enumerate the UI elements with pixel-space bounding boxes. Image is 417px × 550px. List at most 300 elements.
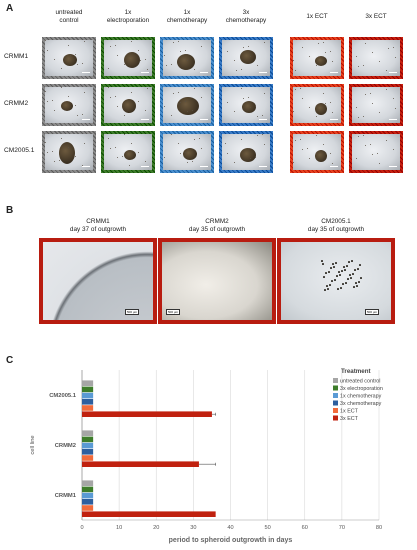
cell-debris: [257, 65, 258, 66]
outgrowth-cell: [349, 274, 351, 276]
cell-debris: [131, 92, 132, 93]
scale-bar: [389, 166, 397, 167]
legend-swatch: [333, 416, 338, 421]
outgrowth-image: [277, 238, 395, 324]
scale-bar: [330, 166, 338, 167]
cell-debris: [325, 52, 326, 53]
microscopy-image: [290, 37, 344, 79]
cell-debris: [61, 68, 62, 69]
outgrowth-cell: [339, 274, 341, 276]
outgrowth-cell: [337, 288, 339, 290]
microscopy-image: [349, 84, 403, 126]
legend-entry: 3x chemotherapy: [340, 401, 382, 407]
cell-debris: [227, 102, 228, 103]
legend-entry: 3x ECT: [340, 416, 358, 422]
scale-bar: [141, 166, 149, 167]
cell-debris: [194, 69, 195, 70]
outgrowth-cell-line: CM2005.1: [321, 218, 351, 225]
outgrowth-cell: [334, 279, 336, 281]
outgrowth-cell: [325, 272, 327, 274]
cell-debris: [59, 160, 60, 161]
bar: [82, 499, 93, 505]
cell-debris: [395, 57, 396, 58]
cell-debris: [178, 92, 179, 93]
cell-debris: [147, 88, 148, 89]
cell-debris: [302, 98, 303, 99]
outgrowth-cell: [342, 283, 344, 285]
spheroid: [177, 97, 199, 115]
cell-debris: [108, 87, 109, 88]
panel-c-bar-chart: [0, 362, 417, 550]
outgrowth-image: [158, 238, 276, 324]
spheroid: [242, 101, 256, 113]
cell-debris: [45, 91, 46, 92]
cell-debris: [61, 87, 62, 88]
outgrowth-cell: [323, 276, 325, 278]
spheroid: [315, 150, 327, 162]
outgrowth-cell: [333, 266, 335, 268]
cell-debris: [47, 101, 48, 102]
outgrowth-cell: [322, 263, 324, 265]
cell-debris: [201, 97, 202, 98]
scale-bar: [330, 119, 338, 120]
cell-debris: [295, 140, 296, 141]
cell-debris: [395, 108, 396, 109]
cell-debris: [185, 50, 186, 51]
microscopy-image: [42, 131, 96, 173]
cell-debris: [365, 94, 366, 95]
cell-debris: [110, 97, 111, 98]
legend-entry: untreated control: [340, 378, 381, 385]
cell-debris: [82, 114, 83, 115]
outgrowth-title-0: [39, 218, 157, 234]
cell-debris: [257, 116, 258, 117]
scale-bar: [389, 119, 397, 120]
spheroid: [177, 54, 195, 70]
microscopy-image: [219, 37, 273, 79]
cell-debris: [293, 162, 294, 163]
cell-debris: [295, 89, 296, 90]
cell-debris: [140, 60, 141, 61]
cell-debris: [77, 115, 78, 116]
outgrowth-cell: [332, 263, 334, 265]
scale-bar: [259, 166, 267, 167]
x-tick-label: 80: [375, 525, 383, 531]
row-label-2: CM2005.1: [4, 147, 35, 154]
cell-debris: [248, 97, 249, 98]
cell-debris: [138, 50, 139, 51]
outgrowth-cell: [350, 277, 352, 279]
cell-debris: [330, 51, 331, 52]
cell-debris: [293, 60, 294, 61]
cell-debris: [372, 154, 373, 155]
cell-debris: [234, 60, 235, 61]
outgrowth-cell: [346, 265, 348, 267]
cell-debris: [124, 134, 125, 135]
cell-debris: [323, 144, 324, 145]
cell-debris: [145, 110, 146, 111]
outgrowth-cell: [331, 280, 333, 282]
scale-bar: [259, 72, 267, 73]
cell-debris: [363, 116, 364, 117]
outgrowth-day: day 35 of outgrowth: [307, 226, 365, 233]
cell-debris: [77, 64, 78, 65]
cell-debris: [295, 70, 296, 71]
scale-bar: [200, 166, 208, 167]
bar: [82, 487, 93, 493]
x-tick-label: 0: [80, 525, 84, 531]
cell-debris: [262, 134, 263, 135]
cell-debris: [75, 105, 76, 106]
cell-debris: [84, 41, 85, 42]
outgrowth-cell-line: CRMM1: [86, 218, 110, 225]
x-tick-label: 40: [227, 525, 234, 531]
cell-debris: [47, 50, 48, 51]
cell-debris: [234, 111, 235, 112]
x-tick-label: 30: [190, 525, 197, 531]
cell-debris: [138, 152, 139, 153]
cell-debris: [171, 115, 172, 116]
scale-bar: [141, 72, 149, 73]
outgrowth-cell: [357, 268, 359, 270]
outgrowth-cell: [336, 275, 338, 277]
cell-debris: [54, 161, 55, 162]
spheroid: [124, 52, 140, 68]
scale-bar: [82, 72, 90, 73]
outgrowth-cell: [328, 271, 330, 273]
cell-debris: [293, 111, 294, 112]
outgrowth-cell: [355, 282, 357, 284]
outgrowth-cell: [341, 270, 343, 272]
microscopy-image: [219, 84, 273, 126]
spheroid: [124, 150, 136, 160]
cell-debris: [52, 100, 53, 101]
outgrowth-cell: [335, 262, 337, 264]
cell-debris: [363, 65, 364, 66]
x-tick-label: 50: [264, 525, 271, 531]
outgrowth-cell: [338, 271, 340, 273]
cell-debris: [307, 148, 308, 149]
cell-debris: [110, 148, 111, 149]
outgrowth-cell: [353, 286, 355, 288]
cell-debris: [363, 135, 364, 136]
cell-debris: [82, 63, 83, 64]
cell-debris: [332, 163, 333, 164]
microscopy-image: [101, 37, 155, 79]
cell-debris: [115, 96, 116, 97]
microscopy-image: [349, 37, 403, 79]
cell-debris: [194, 139, 195, 140]
cell-debris: [241, 88, 242, 89]
outgrowth-image: [39, 238, 157, 324]
cell-debris: [108, 68, 109, 69]
cell-debris: [309, 107, 310, 108]
legend-entry: 3x electroporation: [340, 386, 383, 392]
cell-debris: [122, 156, 123, 157]
cell-debris: [199, 138, 200, 139]
cell-debris: [173, 93, 174, 94]
legend-swatch: [333, 378, 338, 383]
cell-debris: [379, 112, 380, 113]
cell-debris: [370, 144, 371, 145]
outgrowth-cell: [327, 288, 329, 290]
cell-debris: [316, 116, 317, 117]
cell-debris: [330, 102, 331, 103]
cell-debris: [302, 47, 303, 48]
cell-debris: [386, 89, 387, 90]
cell-debris: [323, 42, 324, 43]
cell-debris: [129, 165, 130, 166]
spheroid: [122, 99, 136, 113]
cell-debris: [110, 46, 111, 47]
cell-debris: [115, 45, 116, 46]
microscopy-image: [42, 84, 96, 126]
scale-bar-label: 500 µm: [168, 310, 179, 314]
cell-debris: [225, 143, 226, 144]
legend-swatch: [333, 401, 338, 406]
microscopy-image: [219, 131, 273, 173]
bar: [82, 405, 93, 411]
cell-debris: [379, 61, 380, 62]
cell-debris: [241, 139, 242, 140]
cell-debris: [201, 148, 202, 149]
cell-debris: [393, 149, 394, 150]
microscopy-image: [290, 84, 344, 126]
cell-debris: [332, 61, 333, 62]
row-label-1: CRMM2: [4, 100, 29, 107]
cell-debris: [377, 153, 378, 154]
cell-debris: [372, 103, 373, 104]
cell-debris: [243, 98, 244, 99]
cell-debris: [61, 138, 62, 139]
microscopy-image: [101, 131, 155, 173]
bar: [82, 380, 93, 386]
outgrowth-cell: [356, 285, 358, 287]
y-axis-label: cell line: [30, 435, 36, 455]
cell-debris: [227, 51, 228, 52]
cell-debris: [300, 139, 301, 140]
cell-debris: [393, 98, 394, 99]
cell-debris: [178, 143, 179, 144]
cell-debris: [255, 157, 256, 158]
category-label: CRMM1: [54, 493, 76, 499]
cell-debris: [145, 161, 146, 162]
legend-title: Treatment: [341, 368, 371, 375]
cell-debris: [356, 158, 357, 159]
cell-debris: [302, 149, 303, 150]
legend-entry: 1x chemotherapy: [340, 393, 382, 400]
panel-label-c: C: [6, 355, 14, 366]
spheroid: [59, 142, 75, 164]
bar: [82, 480, 93, 486]
scale-bar: [82, 119, 90, 120]
cell-debris: [393, 47, 394, 48]
cell-debris: [325, 103, 326, 104]
column-header-3: 3x chemotherapy: [225, 9, 267, 24]
outgrowth-title-2: [277, 218, 395, 234]
outgrowth-cell-line: CRMM2: [205, 218, 229, 225]
cell-debris: [115, 147, 116, 148]
outgrowth-cell: [351, 260, 353, 262]
scale-bar: [200, 72, 208, 73]
outgrowth-day: day 35 of outgrowth: [188, 226, 246, 233]
category-label: CRMM2: [54, 443, 76, 449]
outgrowth-cell: [345, 282, 347, 284]
cell-debris: [356, 56, 357, 57]
cell-debris: [68, 96, 69, 97]
cell-debris: [108, 138, 109, 139]
scale-bar: [200, 119, 208, 120]
cell-debris: [84, 143, 85, 144]
microscopy-image: [349, 131, 403, 173]
x-axis-label: period to spheroid outgrowth in days: [168, 537, 293, 544]
outgrowth-cell: [354, 269, 356, 271]
spheroid: [240, 148, 256, 162]
outgrowth-cell: [358, 281, 360, 283]
bar: [82, 399, 93, 405]
cell-debris: [201, 46, 202, 47]
spheroid: [315, 103, 327, 115]
outgrowth-cell: [330, 267, 332, 269]
microscopy-image: [160, 84, 214, 126]
cell-debris: [365, 145, 366, 146]
outgrowth-cell: [340, 287, 342, 289]
bar: [82, 505, 93, 511]
cell-debris: [379, 163, 380, 164]
outgrowth-cell: [329, 284, 331, 286]
cell-debris: [316, 135, 317, 136]
scale-bar: [259, 119, 267, 120]
x-tick-label: 60: [301, 525, 308, 531]
bar: [82, 430, 93, 436]
outgrowth-cell: [360, 277, 362, 279]
bar: [82, 461, 199, 467]
bar: [82, 511, 216, 517]
cell-debris: [75, 156, 76, 157]
panel-label-b: B: [6, 205, 14, 216]
cell-debris: [171, 134, 172, 135]
cell-debris: [227, 153, 228, 154]
cell-debris: [84, 92, 85, 93]
outgrowth-cell: [321, 260, 323, 262]
bar: [82, 437, 93, 443]
microscopy-image: [160, 131, 214, 173]
outgrowth-cell: [347, 278, 349, 280]
spheroid: [183, 148, 197, 160]
legend-entry: 1x ECT: [340, 408, 358, 415]
cell-debris: [264, 144, 265, 145]
microscopy-image: [290, 131, 344, 173]
cell-debris: [131, 41, 132, 42]
cell-debris: [264, 93, 265, 94]
x-tick-label: 10: [116, 525, 123, 531]
column-header-1: 1x electroporation: [106, 9, 150, 24]
cell-debris: [180, 51, 181, 52]
cell-debris: [370, 93, 371, 94]
spheroid: [61, 101, 73, 111]
bar: [82, 493, 93, 499]
cell-debris: [178, 41, 179, 42]
scale-bar: [141, 119, 149, 120]
cell-debris: [241, 69, 242, 70]
cell-debris: [75, 54, 76, 55]
scale-bar-label: 500 µm: [127, 310, 138, 314]
cell-debris: [164, 157, 165, 158]
x-tick-label: 20: [153, 525, 160, 531]
outgrowth-cell: [348, 261, 350, 263]
legend-swatch: [333, 408, 338, 413]
cell-debris: [365, 43, 366, 44]
cell-debris: [234, 162, 235, 163]
cell-debris: [192, 161, 193, 162]
cell-debris: [358, 136, 359, 137]
cell-debris: [164, 55, 165, 56]
cell-debris: [54, 59, 55, 60]
outgrowth-day: day 37 of outgrowth: [69, 226, 127, 233]
cell-debris: [236, 70, 237, 71]
cell-debris: [117, 55, 118, 56]
cell-debris: [323, 93, 324, 94]
cell-debris: [171, 64, 172, 65]
cell-debris: [166, 65, 167, 66]
cell-debris: [358, 117, 359, 118]
scale-bar: [330, 72, 338, 73]
category-label: CM2005.1: [49, 393, 76, 399]
cell-debris: [300, 88, 301, 89]
cell-debris: [54, 110, 55, 111]
x-tick-label: 70: [338, 525, 345, 531]
column-header-2: 1x chemotherapy: [166, 9, 208, 24]
panel-label-a: A: [6, 3, 14, 14]
cell-debris: [52, 151, 53, 152]
outgrowth-cell: [344, 269, 346, 271]
cell-debris: [68, 45, 69, 46]
cell-debris: [164, 106, 165, 107]
cell-debris: [332, 112, 333, 113]
cell-debris: [243, 47, 244, 48]
bar: [82, 455, 93, 461]
cell-debris: [45, 40, 46, 41]
cell-debris: [147, 69, 148, 70]
outgrowth-cell: [359, 264, 361, 266]
bar: [82, 449, 93, 455]
scale-bar: [82, 166, 90, 167]
cell-debris: [330, 153, 331, 154]
bar: [82, 387, 93, 393]
scale-bar-label: 500 µm: [367, 310, 378, 314]
outgrowth-cell: [326, 285, 328, 287]
microscopy-image: [42, 37, 96, 79]
row-label-0: CRMM1: [4, 53, 29, 60]
outgrowth-cell: [343, 266, 345, 268]
cell-debris: [117, 106, 118, 107]
cell-debris: [264, 42, 265, 43]
column-header-5: 3x ECT: [365, 13, 387, 20]
cell-debris: [356, 107, 357, 108]
spheroid: [240, 50, 256, 64]
cell-debris: [372, 52, 373, 53]
bar: [82, 443, 93, 449]
cell-debris: [180, 153, 181, 154]
cell-debris: [386, 70, 387, 71]
cell-debris: [47, 152, 48, 153]
cell-debris: [187, 162, 188, 163]
cell-debris: [309, 158, 310, 159]
bar: [82, 393, 93, 399]
column-header-4: 1x ECT: [306, 13, 328, 20]
cell-debris: [309, 56, 310, 57]
cell-debris: [173, 42, 174, 43]
